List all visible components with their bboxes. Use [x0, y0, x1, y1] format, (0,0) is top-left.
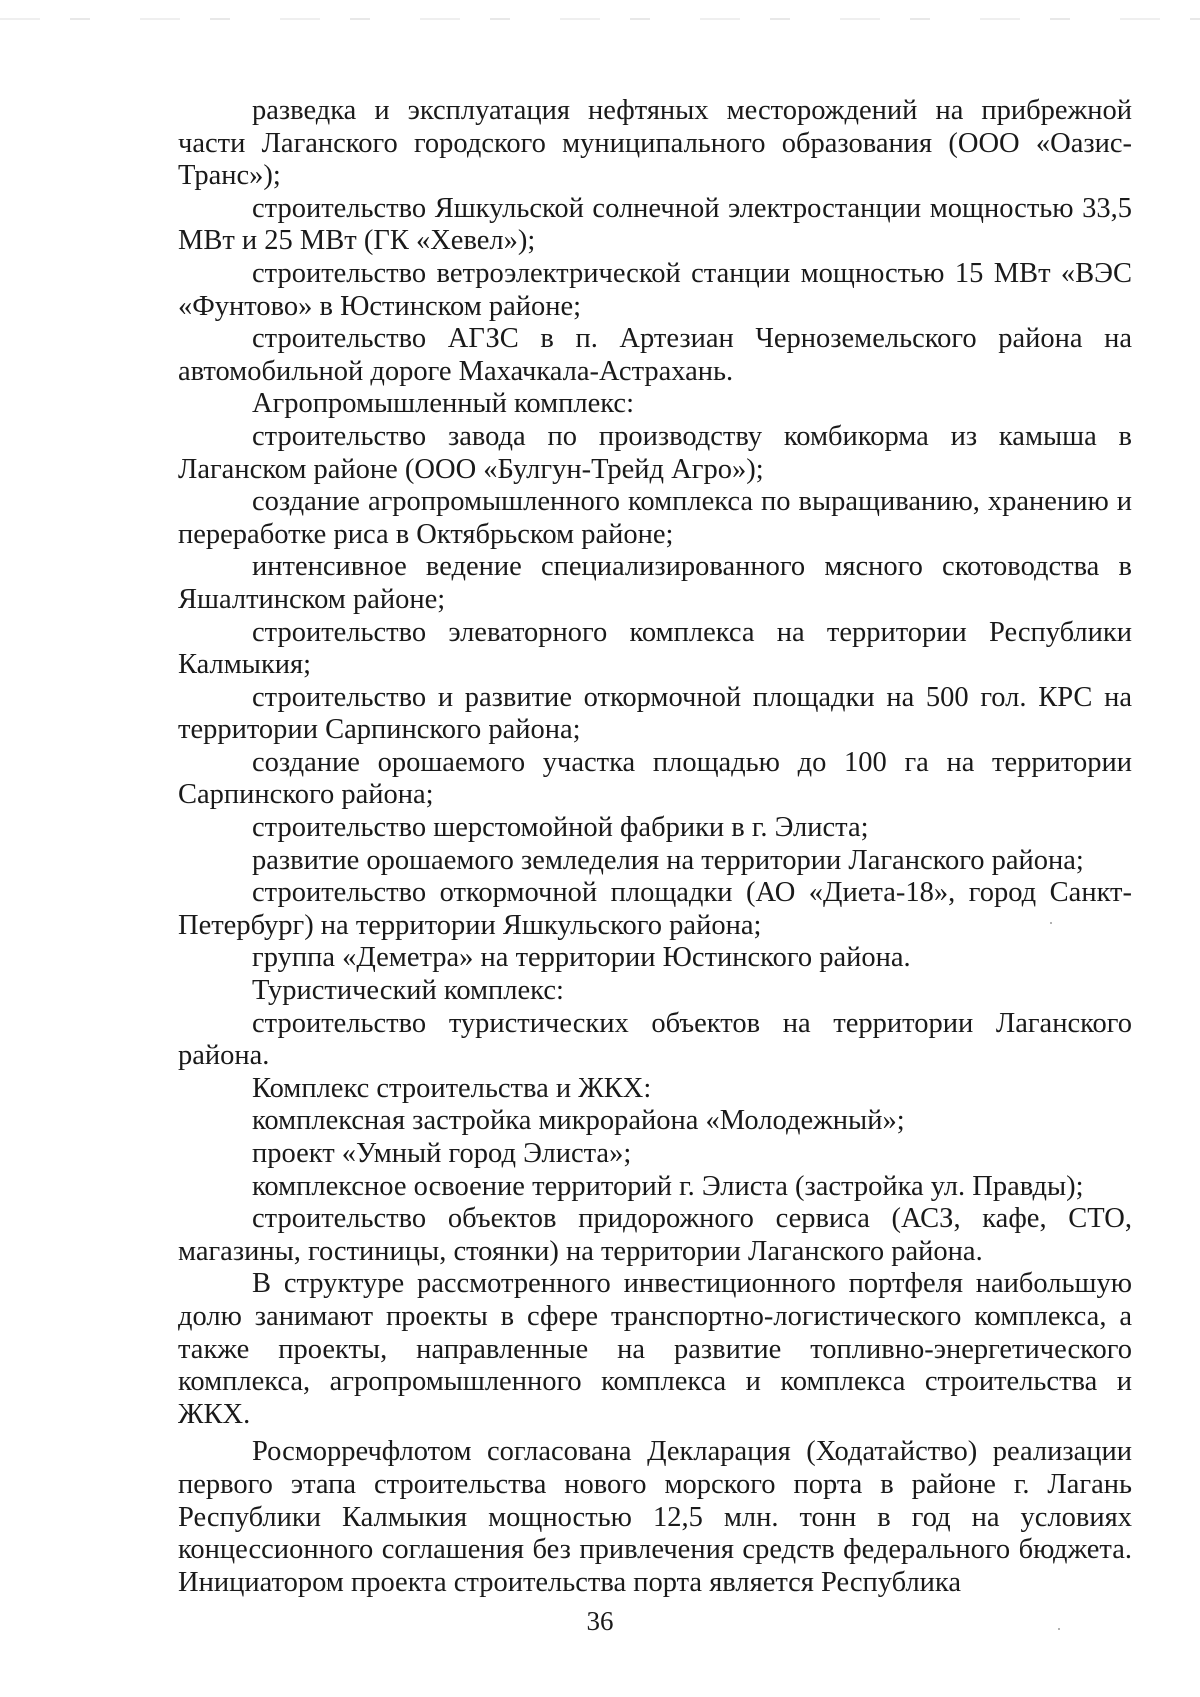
page-number: 36: [586, 1606, 614, 1636]
paragraph: Росморречфлотом согласована Декларация (Ходатайство) реализации первого этапа строительства нового морского порта в районе г. Лагань Республики Калмыкия мощностью 12,5 млн. тонн в год на условиях концессионного соглашения без привлечения средств федерального бюджета. Инициатором проекта строительства порта является Республика: [178, 1436, 1132, 1598]
scan-edge-artifact: [0, 18, 1200, 20]
section-heading-agro: Агропромышленный комплекс:: [252, 388, 634, 420]
paragraph: В структуре рассмотренного инвестиционного портфеля наибольшую долю занимают проекты в сфере транспортно-логистического комплекса, а также проекты, направленные на развитие топливно-энергетического комплекса, агропромышленного комплекса и комплекса строительства и ЖКХ.: [178, 1268, 1132, 1430]
paragraph: строительство завода по производству комбикорма из камыша в Лаганском районе (ООО «Булгун-Трейд Агро»);: [178, 420, 1132, 485]
paragraph: интенсивное ведение специализированного мясного скотоводства в Яшалтинском районе;: [178, 551, 1132, 615]
document-body: [178, 95, 1132, 1599]
paragraph: строительство шерстомойной фабрики в г. Элиста;: [252, 812, 869, 844]
section-heading-tourism: Туристический комплекс:: [252, 975, 564, 1007]
paragraph: строительство туристических объектов на территории Лаганского района.: [178, 1007, 1132, 1072]
paragraph: строительство и развитие откормочной площадки на 500 гол. КРС на территории Сарпинского района;: [178, 681, 1132, 746]
paragraph: строительство объектов придорожного сервиса (АСЗ, кафе, СТО, магазины, гостиницы, стоянки) на территории Лаганского района.: [178, 1203, 1132, 1267]
paragraph: строительство элеваторного комплекса на территории Республики Калмыкия;: [178, 616, 1132, 681]
paragraph: группа «Деметра» на территории Юстинского района.: [252, 942, 911, 974]
paragraph: разведка и эксплуатация нефтяных месторождений на прибрежной части Лаганского городского муниципального образования (ООО «Оазис-Транс»);: [178, 95, 1132, 192]
paragraph: комплексная застройка микрорайона «Молодежный»;: [252, 1105, 905, 1137]
scan-speck: [1058, 1628, 1060, 1630]
paragraph: строительство Яшкульской солнечной электростанции мощностью 33,5 МВт и 25 МВт (ГК «Хевел»);: [178, 192, 1132, 257]
paragraph: проект «Умный город Элиста»;: [252, 1138, 632, 1169]
paragraph: строительство ветроэлектрической станции мощностью 15 МВт «ВЭС «Фунтово» в Юстинском районе;: [178, 257, 1132, 322]
paragraph: развитие орошаемого земледелия на территории Лаганского района;: [252, 844, 1084, 876]
paragraph: создание агропромышленного комплекса по выращиванию, хранению и переработке риса в Октябрьском районе;: [178, 486, 1132, 550]
section-heading-construction: Комплекс строительства и ЖКХ:: [252, 1072, 652, 1104]
paragraph: строительство откормочной площадки (АО «Диета-18», город Санкт-Петербург) на территории Яшкульского района;: [178, 877, 1132, 941]
paragraph: строительство АГЗС в п. Артезиан Черноземельского района на автомобильной дороге Махачкала-Астрахань.: [178, 323, 1132, 387]
paragraph: комплексное освоение территорий г. Элиста (застройка ул. Правды);: [252, 1170, 1084, 1202]
scan-speck: [1050, 922, 1052, 924]
paragraph: создание орошаемого участка площадью до 100 га на территории Сарпинского района;: [178, 746, 1132, 811]
